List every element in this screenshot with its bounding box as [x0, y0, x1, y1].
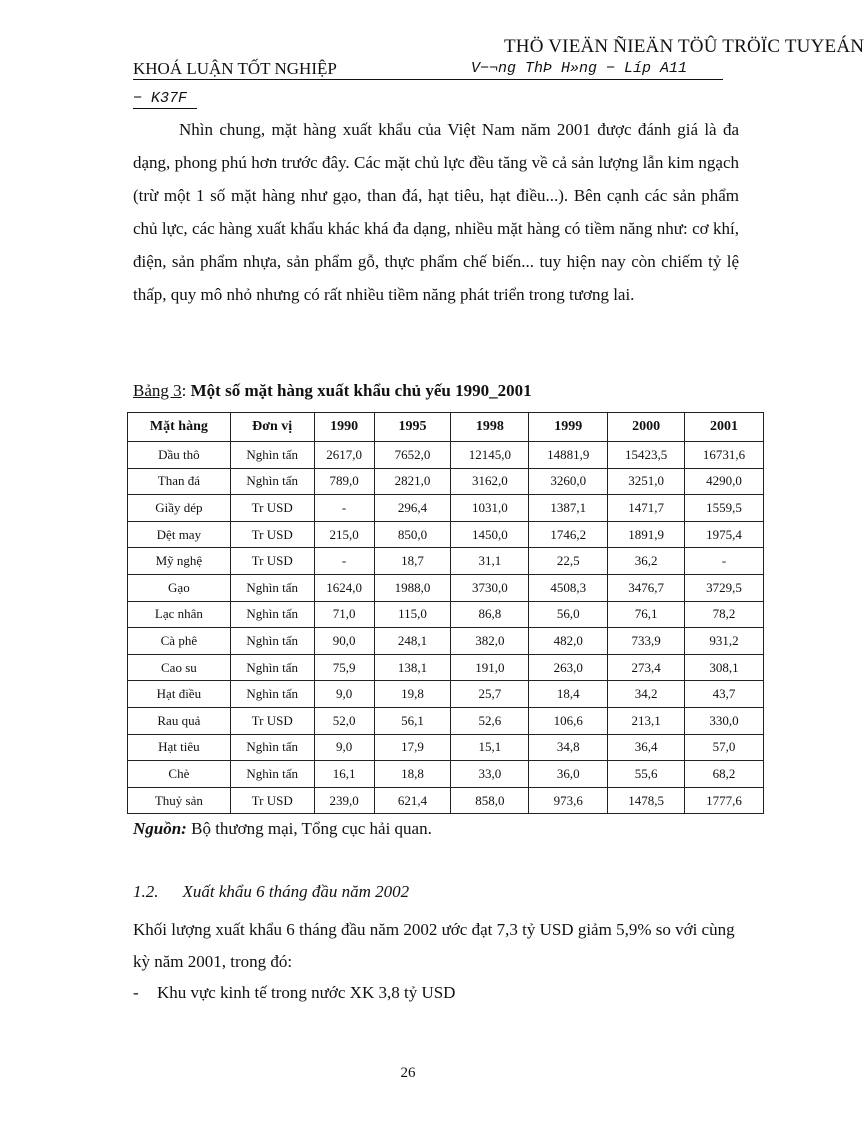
commodity-cell: Thuỷ sản — [128, 787, 231, 814]
table-row — [128, 601, 764, 628]
table-header-cell: 1990 — [314, 413, 374, 442]
commodity-cell: Hạt điều — [128, 681, 231, 708]
value-cell: - — [314, 548, 374, 575]
unit-cell: Nghìn tấn — [230, 601, 314, 628]
value-cell: 973,6 — [529, 787, 608, 814]
value-cell: 213,1 — [608, 707, 685, 734]
value-cell: 115,0 — [374, 601, 451, 628]
value-cell: 90,0 — [314, 628, 374, 655]
value-cell: 1559,5 — [685, 495, 764, 522]
value-cell: 1387,1 — [529, 495, 608, 522]
table-caption-label: Bảng 3 — [133, 381, 182, 400]
value-cell: 3162,0 — [451, 468, 529, 495]
unit-cell: Tr USD — [230, 495, 314, 522]
value-cell: 850,0 — [374, 521, 451, 548]
value-cell: 308,1 — [685, 654, 764, 681]
header-continued-divider — [133, 108, 197, 109]
table-header-cell: 2001 — [685, 413, 764, 442]
table-header-cell: 2000 — [608, 413, 685, 442]
body-paragraph: Khối lượng xuất khẩu 6 tháng đầu năm 2002 ước đạt 7,3 tỷ USD giảm 5,9% so với cùng kỳ năm 2001, trong đó: — [133, 920, 735, 971]
value-cell: 1777,6 — [685, 787, 764, 814]
value-cell: 931,2 — [685, 628, 764, 655]
table-row — [128, 761, 764, 788]
table-header-row — [128, 413, 764, 442]
header-author: V−¬ng ThÞ H»ng − Líp A11 — [471, 60, 688, 77]
commodity-cell: Rau quả — [128, 707, 231, 734]
value-cell: 733,9 — [608, 628, 685, 655]
value-cell: 52,0 — [314, 707, 374, 734]
table-row — [128, 574, 764, 601]
unit-cell: Nghìn tấn — [230, 628, 314, 655]
value-cell: 382,0 — [451, 628, 529, 655]
header-author-continued: − K37F — [133, 90, 188, 107]
commodity-cell: Hạt tiêu — [128, 734, 231, 761]
value-cell: 3260,0 — [529, 468, 608, 495]
value-cell: 18,4 — [529, 681, 608, 708]
unit-cell: Nghìn tấn — [230, 574, 314, 601]
table-header-cell: 1998 — [451, 413, 529, 442]
value-cell: 138,1 — [374, 654, 451, 681]
table-row — [128, 654, 764, 681]
value-cell: 55,6 — [608, 761, 685, 788]
unit-cell: Nghìn tấn — [230, 761, 314, 788]
value-cell: 18,8 — [374, 761, 451, 788]
value-cell: 34,8 — [529, 734, 608, 761]
commodity-cell: Giầy dép — [128, 495, 231, 522]
table-caption-separator: : — [181, 381, 191, 400]
value-cell: 330,0 — [685, 707, 764, 734]
table-caption — [133, 381, 532, 401]
value-cell: 296,4 — [374, 495, 451, 522]
value-cell: 17,9 — [374, 734, 451, 761]
value-cell: - — [685, 548, 764, 575]
value-cell: 1471,7 — [608, 495, 685, 522]
value-cell: 1988,0 — [374, 574, 451, 601]
value-cell: 239,0 — [314, 787, 374, 814]
value-cell: 1031,0 — [451, 495, 529, 522]
unit-cell: Tr USD — [230, 548, 314, 575]
commodity-cell: Mỹ nghệ — [128, 548, 231, 575]
value-cell: 106,6 — [529, 707, 608, 734]
value-cell: 273,4 — [608, 654, 685, 681]
table-row — [128, 734, 764, 761]
value-cell: 1891,9 — [608, 521, 685, 548]
unit-cell: Tr USD — [230, 787, 314, 814]
commodity-cell: Gạo — [128, 574, 231, 601]
unit-cell: Tr USD — [230, 521, 314, 548]
source-note — [133, 819, 432, 839]
value-cell: 76,1 — [608, 601, 685, 628]
page-number: 26 — [400, 1065, 416, 1081]
value-cell: 1975,4 — [685, 521, 764, 548]
value-cell: 12145,0 — [451, 442, 529, 469]
value-cell: 34,2 — [608, 681, 685, 708]
value-cell: 1478,5 — [608, 787, 685, 814]
table-row — [128, 442, 764, 469]
section-title: Xuất khẩu 6 tháng đầu năm 2002 — [182, 882, 410, 901]
value-cell: 3729,5 — [685, 574, 764, 601]
table-row — [128, 495, 764, 522]
header-divider — [133, 79, 723, 80]
watermark-text: THÖ VIEÄN ÑIEÄN TÖÛ TRÖÏC TUYEÁN — [504, 36, 864, 57]
source-label: Nguồn: — [133, 819, 187, 838]
commodity-cell: Dệt may — [128, 521, 231, 548]
intro-paragraph: Nhìn chung, mặt hàng xuất khẩu của Việt Nam năm 2001 được đánh giá là đa dạng, phong phú hơn trước đây. Các mặt chủ lực đều tăng về cả sản lượng lẫn kim ngạch (trừ một 1 số mặt hàng như gạo, than đá, hạt tiêu, hạt điều...). Bên cạnh các sản phẩm chủ lực, các hàng xuất khẩu khác khá đa dạng, nhiều mặt hàng có tiềm năng như: cơ khí, điện, sản phẩm nhựa, sản phẩm gỗ, thực phẩm chế biến... tuy hiện nay còn chiếm tỷ lệ thấp, quy mô nhỏ nhưng có rất nhiều tiềm năng phát triển trong tương lai. — [133, 120, 739, 304]
table-row — [128, 468, 764, 495]
export-table — [127, 412, 764, 814]
value-cell: 78,2 — [685, 601, 764, 628]
table-header-cell: 1999 — [529, 413, 608, 442]
value-cell: - — [314, 495, 374, 522]
value-cell: 1624,0 — [314, 574, 374, 601]
bullet-dash: - — [133, 983, 139, 1002]
value-cell: 75,9 — [314, 654, 374, 681]
unit-cell: Nghìn tấn — [230, 681, 314, 708]
unit-cell: Nghìn tấn — [230, 442, 314, 469]
commodity-cell: Lạc nhân — [128, 601, 231, 628]
value-cell: 25,7 — [451, 681, 529, 708]
value-cell: 621,4 — [374, 787, 451, 814]
table-row — [128, 707, 764, 734]
value-cell: 3476,7 — [608, 574, 685, 601]
value-cell: 2821,0 — [374, 468, 451, 495]
unit-cell: Nghìn tấn — [230, 734, 314, 761]
value-cell: 31,1 — [451, 548, 529, 575]
table-row — [128, 548, 764, 575]
value-cell: 3251,0 — [608, 468, 685, 495]
value-cell: 482,0 — [529, 628, 608, 655]
table-header-cell: Đơn vị — [230, 413, 314, 442]
commodity-cell: Chè — [128, 761, 231, 788]
value-cell: 9,0 — [314, 681, 374, 708]
table-row — [128, 681, 764, 708]
table-row — [128, 787, 764, 814]
value-cell: 33,0 — [451, 761, 529, 788]
bullet-item — [133, 983, 455, 1003]
value-cell: 263,0 — [529, 654, 608, 681]
value-cell: 3730,0 — [451, 574, 529, 601]
value-cell: 191,0 — [451, 654, 529, 681]
table-header-cell: Mặt hàng — [128, 413, 231, 442]
value-cell: 215,0 — [314, 521, 374, 548]
table-caption-title: Một số mặt hàng xuất khẩu chủ yếu 1990_2001 — [190, 381, 532, 400]
value-cell: 56,0 — [529, 601, 608, 628]
header-title: KHOÁ LUẬN TỐT NGHIỆP — [133, 59, 337, 78]
value-cell: 68,2 — [685, 761, 764, 788]
value-cell: 19,8 — [374, 681, 451, 708]
value-cell: 16,1 — [314, 761, 374, 788]
table-body — [128, 442, 764, 814]
unit-cell: Nghìn tấn — [230, 654, 314, 681]
value-cell: 2617,0 — [314, 442, 374, 469]
value-cell: 22,5 — [529, 548, 608, 575]
value-cell: 43,7 — [685, 681, 764, 708]
value-cell: 14881,9 — [529, 442, 608, 469]
commodity-cell: Cà phê — [128, 628, 231, 655]
value-cell: 1746,2 — [529, 521, 608, 548]
commodity-cell: Dầu thô — [128, 442, 231, 469]
table-header-cell: 1995 — [374, 413, 451, 442]
value-cell: 36,2 — [608, 548, 685, 575]
value-cell: 4290,0 — [685, 468, 764, 495]
value-cell: 16731,6 — [685, 442, 764, 469]
value-cell: 36,0 — [529, 761, 608, 788]
value-cell: 15423,5 — [608, 442, 685, 469]
table-row — [128, 521, 764, 548]
bullet-text: Khu vực kinh tế trong nước XK 3,8 tỷ USD — [157, 983, 456, 1002]
value-cell: 36,4 — [608, 734, 685, 761]
value-cell: 52,6 — [451, 707, 529, 734]
section-number: 1.2. — [133, 882, 159, 901]
value-cell: 1450,0 — [451, 521, 529, 548]
value-cell: 248,1 — [374, 628, 451, 655]
commodity-cell: Than đá — [128, 468, 231, 495]
value-cell: 18,7 — [374, 548, 451, 575]
value-cell: 858,0 — [451, 787, 529, 814]
value-cell: 789,0 — [314, 468, 374, 495]
value-cell: 71,0 — [314, 601, 374, 628]
value-cell: 9,0 — [314, 734, 374, 761]
table-row — [128, 628, 764, 655]
value-cell: 86,8 — [451, 601, 529, 628]
source-text: Bộ thương mại, Tổng cục hải quan. — [186, 819, 432, 838]
value-cell: 4508,3 — [529, 574, 608, 601]
value-cell: 57,0 — [685, 734, 764, 761]
value-cell: 56,1 — [374, 707, 451, 734]
value-cell: 7652,0 — [374, 442, 451, 469]
section-heading — [133, 882, 409, 902]
unit-cell: Nghìn tấn — [230, 468, 314, 495]
value-cell: 15,1 — [451, 734, 529, 761]
commodity-cell: Cao su — [128, 654, 231, 681]
unit-cell: Tr USD — [230, 707, 314, 734]
